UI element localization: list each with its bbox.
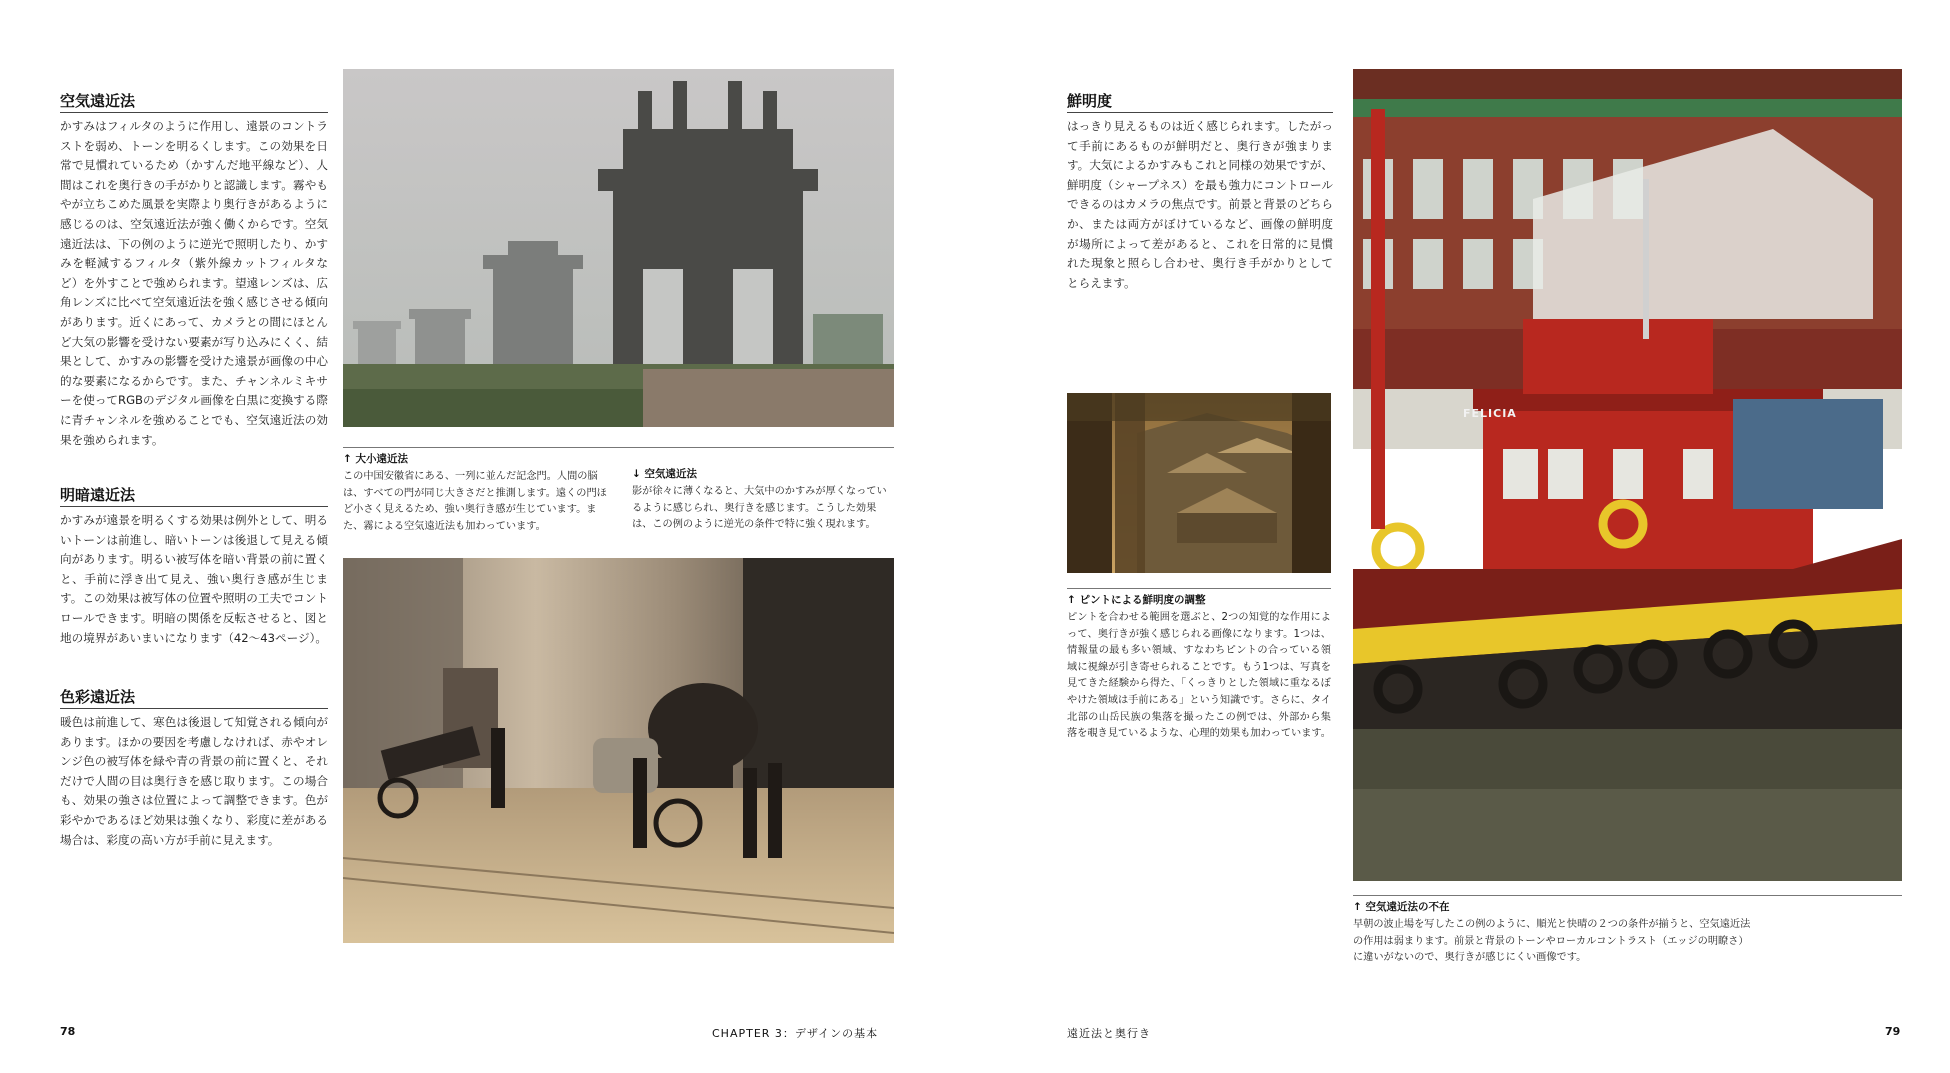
heading-rule bbox=[1067, 112, 1333, 113]
caption-size-perspective bbox=[343, 451, 613, 535]
page-number-left: 78 bbox=[60, 1025, 76, 1038]
section-body-sharpness: はっきり見えるものは近く感じられます。したがって手前にあるものが鮮明だと、奥行きが強まります。大気によるかすみもこれと同様の効果ですが、鮮明度（シャープネス）を最も強力にコントロールできるのはカメラの焦点です。前景と背景のどちらか、または両方がぼけているなど、画像の鮮明度が場所によって差があると、これを日常的に見慣れた現象と照らし合わせ、奥行き手がかりとしてとらえます。 bbox=[1067, 119, 1333, 290]
section-heading-color-perspective: 色彩遠近法 bbox=[60, 688, 136, 706]
caption-text: ピントを合わせる範囲を選ぶと、2つの知覚的な作用によって、奥行きが強く感じられる画像になります。1つは、情報量の最も多い領域、すなわちピントの合っている領域に視線が引き寄せられることです。もう1つは、写真を見てきた経験から得た、「くっきりとした領域に重なるぼやけた領域は手前にある」という知識です。さらに、タイ北部の山岳民族の集落を撮ったこの例では、外部から集落を覗き見ているような、心理的効果も加わっています。 bbox=[1067, 612, 1331, 740]
arrow-up-icon: ↑ bbox=[343, 453, 352, 465]
caption-text: 早朝の波止場を写したこの例のように、順光と快晴の２つの条件が揃うと、空気遠近法の作用は弱まります。前景と背景のトーンやローカルコントラスト（エッジの明瞭さ）に違いがないので、奥行きが感じにくい画像です。 bbox=[1353, 919, 1751, 964]
left-text-column-3 bbox=[60, 686, 328, 850]
section-heading-sharpness: 鮮明度 bbox=[1067, 92, 1113, 110]
running-head-chapter: CHAPTER 3：デザインの基本 bbox=[712, 1027, 879, 1040]
caption-title: 大小遠近法 bbox=[355, 453, 408, 465]
caption-rule bbox=[343, 447, 894, 448]
section-body-aerial-perspective: かすみはフィルタのように作用し、遠景のコントラストを弱め、トーンを明るくします。この効果を日常で見慣れているため（かすんだ地平線など）、人間はこれを奥行きの手がかりと認識します。霧やもやが立ちこめた風景を実際より奥行きがあるように感じるのは、空気遠近法が強く働くからです。空気遠近法は、下の例のように逆光で照明したり、かすみを軽減するフィルタ（紫外線カットフィルタなど）を外すことで強められます。望遠レンズは、広角レンズに比べて空気遠近法を強く感じさせる傾向があります。近くにあって、カメラとの間にほとんど大気の影響を受けない要素が写り込みにくく、結果として、かすみの影響を受けた遠景が画像の中心的な要素になるからです。また、チャンネルミキサーを使ってRGBのデジタル画像を白黒に変換する際に青チャンネルを強めることでも、空気遠近法の効果を強められます。 bbox=[60, 119, 328, 447]
heading-rule bbox=[60, 708, 328, 709]
arrow-down-icon: ↓ bbox=[632, 468, 641, 480]
right-text-column bbox=[1067, 90, 1333, 293]
section-body-tonal-perspective: かすみが遠景を明るくする効果は例外として、明るいトーンは前進し、暗いトーンは後退して見える傾向があります。明るい被写体を暗い背景の前に置くと、手前に浮き出て見え、強い奥行き感が生じます。この効果は被写体の位置や照明の工夫でコントロールできます。明暗の関係を反転させると、図と地の境界があいまいになります（42〜43ページ）。 bbox=[60, 513, 328, 645]
section-heading-aerial-perspective: 空気遠近法 bbox=[60, 92, 136, 110]
photo-hill-village bbox=[1067, 393, 1331, 573]
caption-rule bbox=[1067, 588, 1331, 589]
caption-text: 影が徐々に薄くなると、大気中のかすみが厚くなっているように感じられ、奥行きを感じます。こうした効果は、この例のように逆光の条件で特に強く現れます。 bbox=[632, 486, 887, 531]
photo-memorial-gates bbox=[343, 69, 894, 427]
caption-no-aerial-perspective bbox=[1353, 899, 1902, 967]
caption-title: 空気遠近法の不在 bbox=[1365, 901, 1450, 913]
running-head-section: 遠近法と奥行き bbox=[1067, 1027, 1151, 1040]
photo-tugboat bbox=[1353, 69, 1902, 881]
left-text-column-2 bbox=[60, 484, 328, 648]
left-text-column bbox=[60, 90, 328, 450]
arrow-up-icon: ↑ bbox=[1067, 594, 1076, 606]
caption-title: ピントによる鮮明度の調整 bbox=[1079, 594, 1206, 606]
section-body-color-perspective: 暖色は前進して、寒色は後退して知覚される傾向があります。ほかの要因を考慮しなければ、赤やオレンジ色の被写体を緑や青の背景の前に置くと、それだけで人間の目は奥行きを感じ取ります。この場合も、効果の強さは位置によって調整できます。色が彩やかであるほど効果は強くなり、彩度に差がある場合は、彩度の高い方が手前に見えます。 bbox=[60, 715, 328, 847]
heading-rule bbox=[60, 112, 328, 113]
caption-text: この中国安徽省にある、一列に並んだ記念門。人間の脳は、すべての門が同じ大きさだと推測します。遠くの門ほど小さく見えるため、強い奥行き感が生じています。また、霧による空気遠近法も加わっています。 bbox=[343, 471, 607, 532]
caption-aerial-perspective bbox=[632, 466, 894, 534]
caption-rule bbox=[1353, 895, 1902, 896]
caption-title: 空気遠近法 bbox=[644, 468, 697, 480]
heading-rule bbox=[60, 506, 328, 507]
page-number-right: 79 bbox=[1885, 1025, 1901, 1038]
section-heading-tonal-perspective: 明暗遠近法 bbox=[60, 486, 136, 504]
caption-focus-sharpness bbox=[1067, 592, 1331, 743]
arrow-up-icon: ↑ bbox=[1353, 901, 1362, 913]
tugboat-nameplate: FELICIA bbox=[1463, 407, 1517, 420]
photo-backlit-street bbox=[343, 558, 894, 943]
